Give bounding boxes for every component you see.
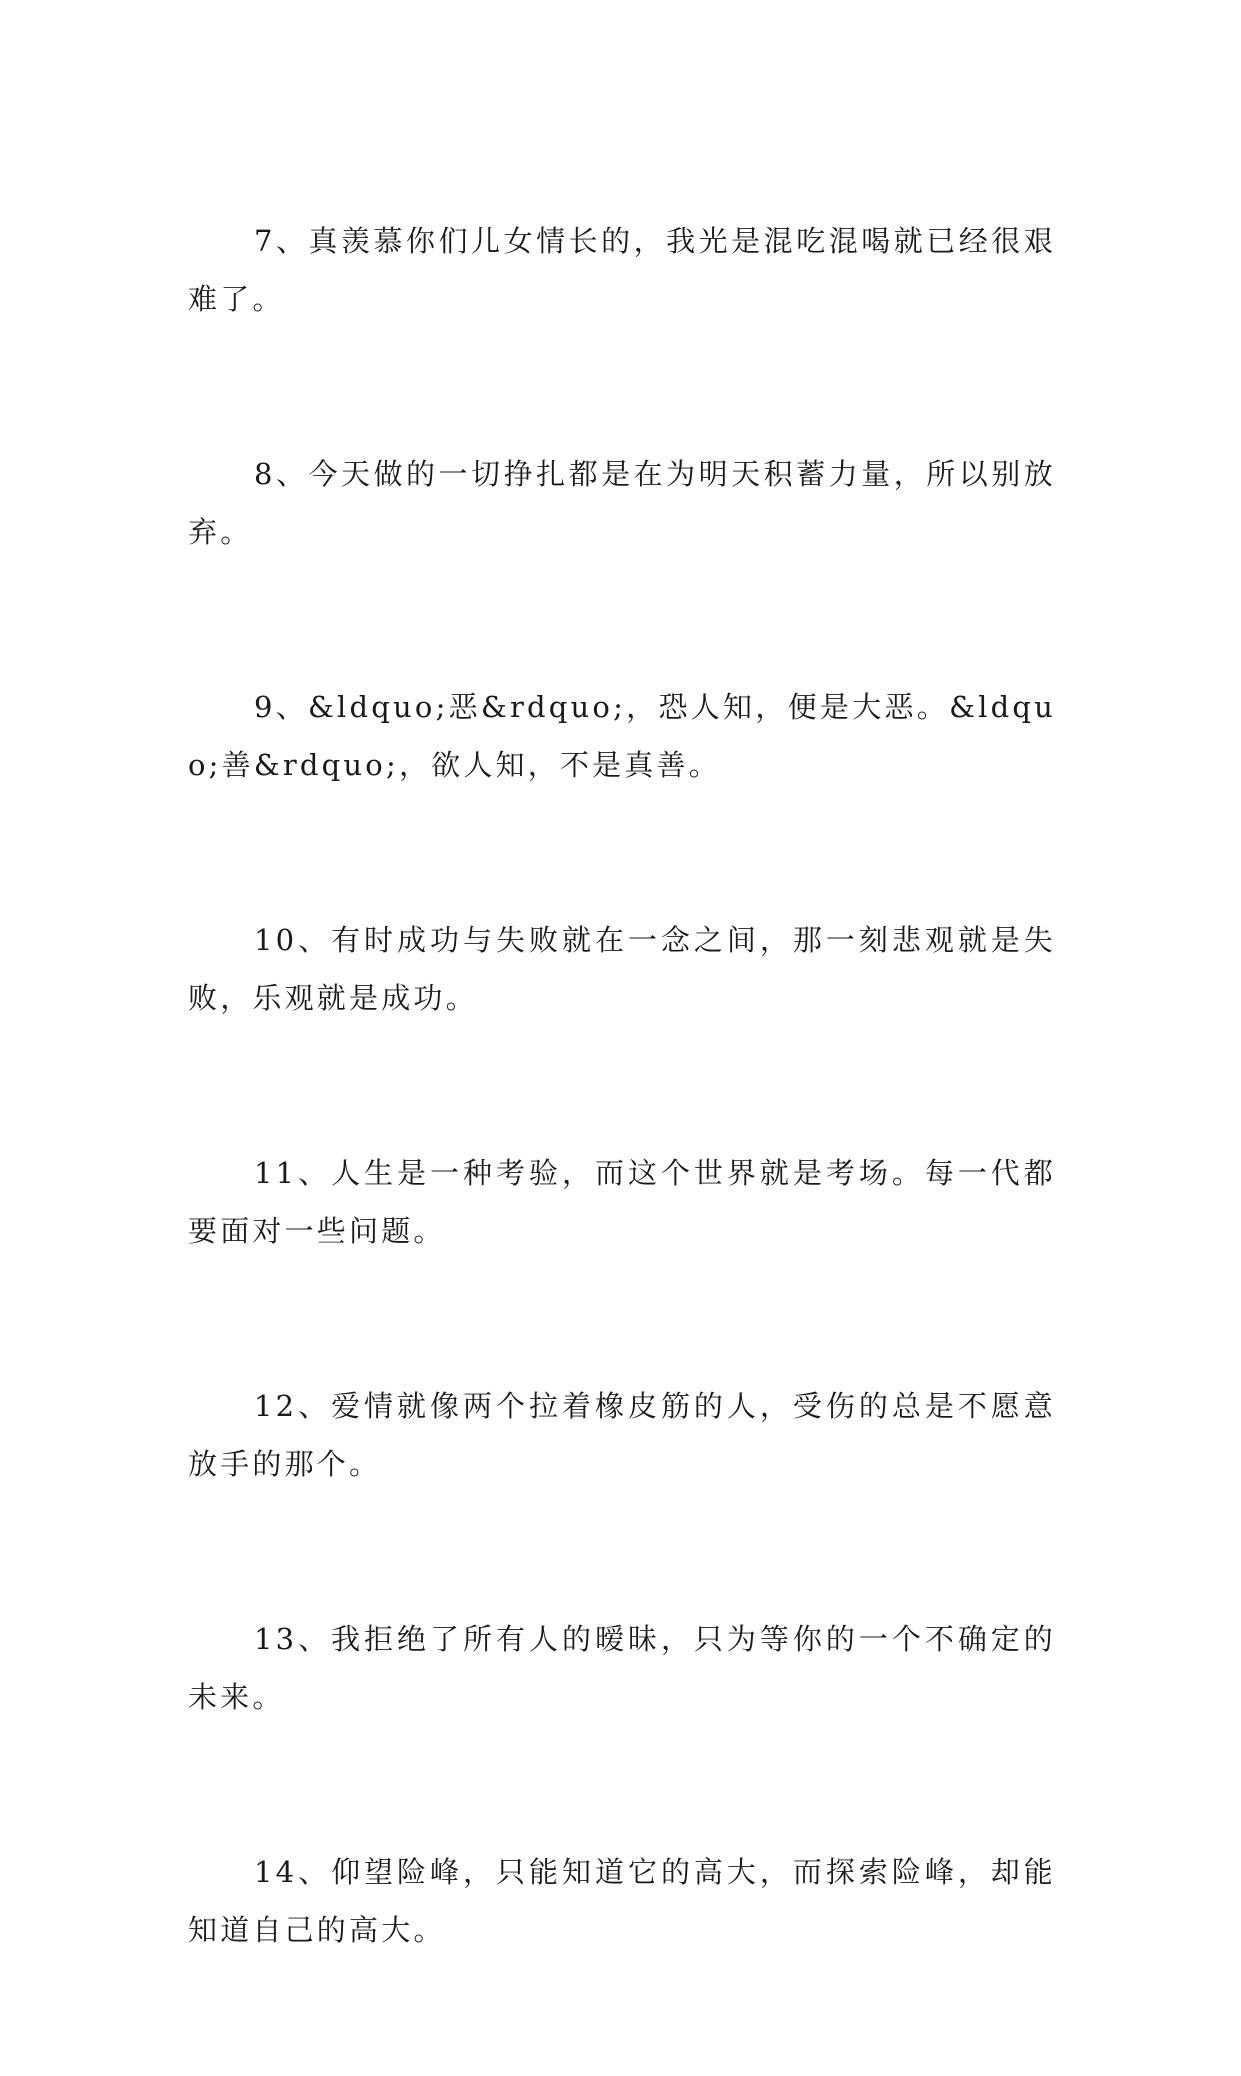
paragraph-14: 14、仰望险峰，只能知道它的高大，而探索险峰，却能知道自己的高大。 bbox=[188, 1855, 1056, 1947]
paragraph-12: 12、爱情就像两个拉着橡皮筋的人，受伤的总是不愿意放手的那个。 bbox=[188, 1389, 1056, 1481]
paragraph-7: 7、真羡慕你们儿女情长的，我光是混吃混喝就已经很艰难了。 bbox=[188, 224, 1056, 316]
paragraph-9: 9、&ldquo;恶&rdquo;，恐人知，便是大恶。&ldquo;善&rdquo;，欲人知，不是真善。 bbox=[188, 690, 1056, 782]
document-body bbox=[188, 212, 1056, 2076]
paragraph-11: 11、人生是一种考验，而这个世界就是考场。每一代都要面对一些问题。 bbox=[188, 1156, 1056, 1248]
paragraph-13: 13、我拒绝了所有人的暧昧，只为等你的一个不确定的未来。 bbox=[188, 1622, 1056, 1714]
paragraph-8: 8、今天做的一切挣扎都是在为明天积蓄力量，所以别放弃。 bbox=[188, 457, 1056, 549]
paragraph-10: 10、有时成功与失败就在一念之间，那一刻悲观就是失败，乐观就是成功。 bbox=[188, 923, 1056, 1015]
